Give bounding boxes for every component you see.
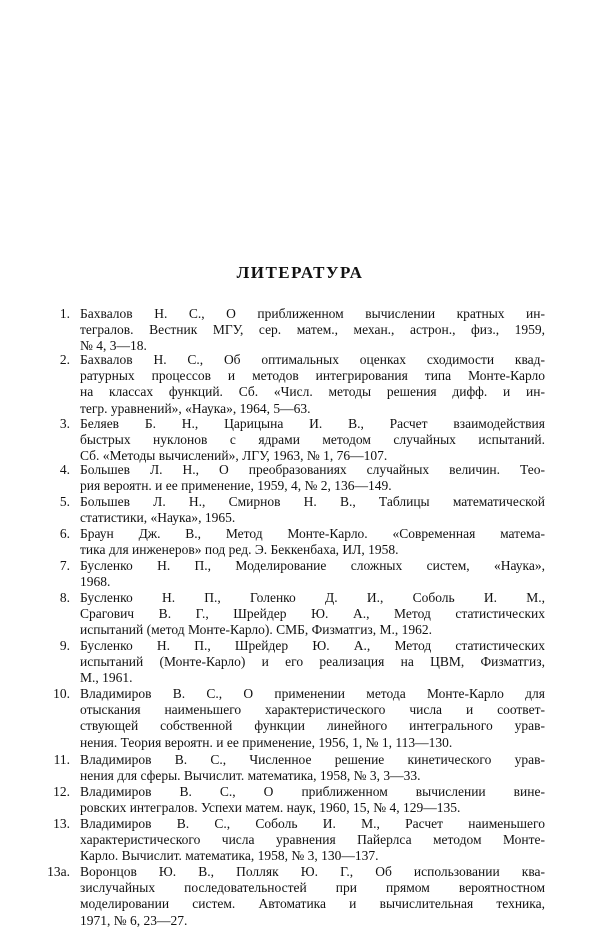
reference-line: 1971, № 6, 23—27. <box>80 912 188 928</box>
reference-line: Воронцов Ю. В., Полляк Ю. Г., Об использовании ква- <box>80 864 545 879</box>
reference-line: Бусленко Н. П., Моделирование сложных систем, «Наука», <box>80 558 545 573</box>
reference-line: быстрых нуклонов с ядрами методом случайных испытаний. <box>80 432 545 448</box>
page-title: ЛИТЕРАТУРА <box>236 263 364 282</box>
reference-item <box>0 864 600 929</box>
reference-line: Владимиров В. С., Численное решение кинетического урав- <box>80 752 545 767</box>
reference-item <box>0 462 600 494</box>
reference-number: 7. <box>59 558 70 573</box>
reference-line: Бусленко Н. П., Шрейдер Ю. А., Метод статистических <box>80 638 545 653</box>
reference-line: Срагович В. Г., Шрейдер Ю. А., Метод статистических <box>80 606 545 622</box>
reference-line: тика для инженеров» под ред. Э. Беккенбаха, ИЛ, 1958. <box>80 542 399 558</box>
reference-item <box>0 558 600 590</box>
reference-line: статистики, «Наука», 1965. <box>80 510 236 526</box>
reference-number: 11. <box>53 752 70 767</box>
reference-line: Бахвалов Н. С., О приближенном вычислении кратных ин- <box>80 306 545 321</box>
reference-line: тегр. уравнений», «Наука», 1964, 5—63. <box>80 400 311 416</box>
reference-item <box>0 416 600 465</box>
reference-line: на классах функций. Сб. «Числ. методы решения дифф. и ин- <box>80 384 545 400</box>
reference-line: М., 1961. <box>80 670 133 686</box>
reference-line: моделировании систем. Автоматика и вычислительная техника, <box>80 896 545 912</box>
reference-item <box>0 494 600 526</box>
reference-line: испытаний (Монте-Карло) и его реализация на ЦВМ, Физматгиз, <box>80 654 545 670</box>
reference-number: 13. <box>53 816 70 831</box>
reference-number: 1. <box>59 306 70 321</box>
reference-line: тегралов. Вестник МГУ, сер. матем., механ., астрон., физ., 1959, <box>80 322 545 338</box>
reference-line: Карло. Вычислит. математика, 1958, № 3, 130—137. <box>80 848 379 864</box>
reference-line: Владимиров В. С., О приближенном вычислении вине- <box>80 784 545 799</box>
reference-item <box>0 352 600 417</box>
reference-number: 9. <box>59 638 70 653</box>
reference-item <box>0 784 600 816</box>
reference-line: ствующей собственной функции линейного интегрального урав- <box>80 718 545 734</box>
reference-line: испытаний (метод Монте-Карло). СМБ, Физматгиз, М., 1962. <box>80 622 433 638</box>
reference-item <box>0 638 600 687</box>
reference-item <box>0 306 600 355</box>
reference-line: зислучайных последовательностей при прямом вероятностном <box>80 880 545 896</box>
reference-line: Браун Дж. В., Метод Монте-Карло. «Современная матема- <box>80 526 545 541</box>
reference-line: Большев Л. Н., Смирнов Н. В., Таблицы математической <box>80 494 545 509</box>
reference-line: № 4, 3—18. <box>80 338 147 354</box>
reference-line: Беляев Б. Н., Царицына И. В., Расчет взаимодействия <box>80 416 545 431</box>
reference-number: 3. <box>59 416 70 431</box>
reference-line: характеристического числа уравнения Пайерлса методом Монте- <box>80 832 545 848</box>
reference-line: Бахвалов Н. С., Об оптимальных оценках сходимости квад- <box>80 352 545 367</box>
reference-number: 13а. <box>47 864 70 879</box>
reference-line: Владимиров В. С., Соболь И. М., Расчет наименьшего <box>80 816 545 831</box>
reference-number: 8. <box>59 590 70 605</box>
reference-item <box>0 526 600 558</box>
reference-item <box>0 752 600 784</box>
reference-line: нения для сферы. Вычислит. математика, 1958, № 3, 3—33. <box>80 768 421 784</box>
reference-line: Сб. «Методы вычислений», ЛГУ, 1963, № 1, 76—107. <box>80 448 388 464</box>
reference-item <box>0 590 600 639</box>
reference-number: 12. <box>53 784 70 799</box>
reference-line: ровских интегралов. Успехи матем. наук, 1960, 15, № 4, 129—135. <box>80 800 461 816</box>
reference-line: отыскания наименьшего характеристического числа и соответ- <box>80 702 545 718</box>
reference-line: рия вероятн. и ее применение, 1959, 4, № 2, 136—149. <box>80 478 392 494</box>
reference-number: 2. <box>59 352 70 367</box>
reference-item <box>0 686 600 751</box>
reference-number: 4. <box>59 462 70 477</box>
reference-line: Владимиров В. С., О применении метода Монте-Карло для <box>80 686 545 701</box>
reference-line: Большев Л. Н., О преобразованиях случайных величин. Тео- <box>80 462 545 477</box>
reference-line: Бусленко Н. П., Голенко Д. И., Соболь И. М., <box>80 590 545 605</box>
reference-number: 6. <box>59 526 70 541</box>
reference-number: 5. <box>59 494 70 509</box>
reference-line: нения. Теория вероятн. и ее применение, 1956, 1, № 1, 113—130. <box>80 734 453 750</box>
reference-line: ратурных процессов и методов интегрирования типа Монте-Карло <box>80 368 545 384</box>
reference-line: 1968. <box>80 574 111 590</box>
reference-item <box>0 816 600 865</box>
reference-number: 10. <box>53 686 70 701</box>
